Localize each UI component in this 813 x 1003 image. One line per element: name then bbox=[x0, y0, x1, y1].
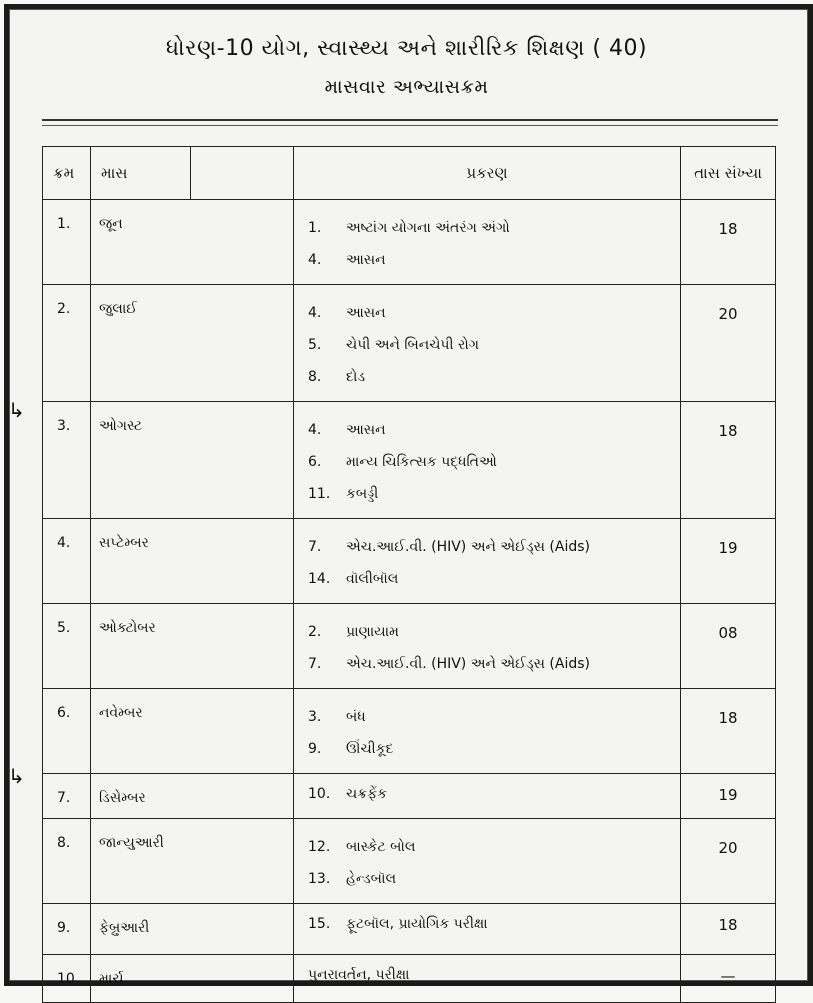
row-blank-cell bbox=[191, 689, 294, 774]
row-blank-cell bbox=[191, 604, 294, 689]
table-row bbox=[43, 819, 776, 904]
topic-title: બંધ bbox=[346, 709, 366, 725]
topic-number: 12. bbox=[308, 839, 331, 855]
row-blank-cell bbox=[191, 955, 294, 1003]
topic-title: આસન bbox=[346, 422, 386, 438]
table-row bbox=[43, 402, 776, 519]
margin-tick-mark: ↳ bbox=[8, 764, 25, 788]
topic-item bbox=[308, 361, 680, 393]
row-month: જૂન bbox=[91, 200, 191, 285]
row-month: જાન્યુઆરી bbox=[91, 819, 191, 904]
topic-number: 1. bbox=[308, 220, 322, 236]
divider bbox=[42, 125, 778, 126]
topic-item bbox=[308, 908, 680, 940]
row-month: સપ્ટેમ્બર bbox=[91, 519, 191, 604]
row-period-count: 18 bbox=[681, 689, 776, 774]
row-number: 4. bbox=[43, 519, 91, 604]
row-blank-cell bbox=[191, 904, 294, 955]
row-topics bbox=[294, 819, 681, 904]
topic-item bbox=[308, 733, 680, 765]
topic-title: દોડ bbox=[346, 369, 366, 385]
topic-title: એચ.આઈ.વી. (HIV) અને એઈડ્સ (Aids) bbox=[346, 539, 590, 555]
row-topics bbox=[294, 519, 681, 604]
row-period-count: 18 bbox=[681, 402, 776, 519]
row-number: 10. bbox=[43, 955, 91, 1003]
topic-item bbox=[308, 616, 680, 648]
topic-number: 2. bbox=[308, 624, 322, 640]
syllabus-table bbox=[42, 146, 776, 1003]
topic-number: 8. bbox=[308, 369, 322, 385]
row-topics bbox=[294, 774, 681, 819]
row-number: 2. bbox=[43, 285, 91, 402]
topic-item bbox=[308, 414, 680, 446]
row-topics bbox=[294, 200, 681, 285]
topic-item bbox=[308, 648, 680, 680]
row-topics bbox=[294, 955, 681, 1003]
table-row bbox=[43, 200, 776, 285]
row-period-count: 18 bbox=[681, 200, 776, 285]
topic-item bbox=[308, 563, 680, 595]
topic-item bbox=[308, 446, 680, 478]
topic-title: બાસ્કેટ બોલ bbox=[346, 839, 416, 855]
table-row bbox=[43, 285, 776, 402]
page-subtitle: માસવાર અભ્યાસક્રમ bbox=[324, 76, 489, 98]
topic-number: 4. bbox=[308, 252, 322, 268]
topic-number: 7. bbox=[308, 656, 322, 672]
topic-title: કબડ્ડી bbox=[346, 486, 379, 502]
row-topics bbox=[294, 689, 681, 774]
topic-item bbox=[308, 531, 680, 563]
header-count: તાસ સંખ્યા bbox=[681, 147, 776, 200]
row-number: 7. bbox=[43, 774, 91, 819]
topic-number: 3. bbox=[308, 709, 322, 725]
topic-title: ફૂટબૉલ, પ્રાયોગિક પરીક્ષા bbox=[346, 916, 488, 932]
topic-title: ઊંચીકૂદ bbox=[346, 741, 394, 757]
row-month: નવેમ્બર bbox=[91, 689, 191, 774]
topic-number: 5. bbox=[308, 337, 322, 353]
topic-number: 4. bbox=[308, 305, 322, 321]
row-month: ડિસેમ્બર bbox=[91, 774, 191, 819]
topic-number: 10. bbox=[308, 786, 331, 802]
page-title: ધોરણ-10 યોગ, સ્વાસ્થ્ય અને શારીરિક શિક્ષણ ( 40) bbox=[165, 36, 648, 61]
topic-title: આસન bbox=[346, 305, 386, 321]
header-month: માસ bbox=[91, 147, 191, 200]
table-row bbox=[43, 774, 776, 819]
table-row bbox=[43, 689, 776, 774]
row-period-count: — bbox=[681, 955, 776, 1003]
row-topics bbox=[294, 904, 681, 955]
row-period-count: 20 bbox=[681, 285, 776, 402]
table-row bbox=[43, 955, 776, 1003]
header-num: ક્રમ bbox=[43, 147, 91, 200]
topic-title: વૉલીબૉલ bbox=[346, 571, 399, 587]
table-row bbox=[43, 904, 776, 955]
row-number: 3. bbox=[43, 402, 91, 519]
topic-number: 15. bbox=[308, 916, 331, 932]
row-period-count: 19 bbox=[681, 774, 776, 819]
table-header-row bbox=[43, 147, 776, 200]
topic-title: હેન્ડબૉલ bbox=[346, 871, 397, 887]
row-topics bbox=[294, 402, 681, 519]
topic-title: અષ્ટાંગ યોગના અંતરંગ અંગો bbox=[346, 220, 510, 236]
row-blank-cell bbox=[191, 774, 294, 819]
header-topic: પ્રકરણ bbox=[294, 147, 681, 200]
topic-item bbox=[308, 831, 680, 863]
margin-tick-mark: ↳ bbox=[8, 398, 25, 422]
row-period-count: 19 bbox=[681, 519, 776, 604]
topic-number: 9. bbox=[308, 741, 322, 757]
row-period-count: 08 bbox=[681, 604, 776, 689]
row-blank-cell bbox=[191, 519, 294, 604]
row-period-count: 18 bbox=[681, 904, 776, 955]
topic-item bbox=[308, 863, 680, 895]
row-blank-cell bbox=[191, 402, 294, 519]
row-month: ઓગસ્ટ bbox=[91, 402, 191, 519]
topic-item bbox=[308, 778, 680, 810]
topic-item bbox=[308, 212, 680, 244]
topic-number: 6. bbox=[308, 454, 322, 470]
row-month: ફેબ્રુઆરી bbox=[91, 904, 191, 955]
topic-number: 11. bbox=[308, 486, 331, 502]
row-month: જુલાઈ bbox=[91, 285, 191, 402]
row-month: ઓક્ટોબર bbox=[91, 604, 191, 689]
topic-number: 7. bbox=[308, 539, 322, 555]
topic-number: 14. bbox=[308, 571, 331, 587]
topic-title: પ્રાણાયામ bbox=[346, 624, 399, 640]
row-blank-cell bbox=[191, 285, 294, 402]
topic-item bbox=[308, 701, 680, 733]
row-topics bbox=[294, 604, 681, 689]
row-period-count: 20 bbox=[681, 819, 776, 904]
topic-number: 13. bbox=[308, 871, 331, 887]
topic-title: પુનરાવર્તન, પરીક્ષા bbox=[308, 967, 410, 983]
divider bbox=[42, 119, 778, 121]
row-number: 1. bbox=[43, 200, 91, 285]
row-month: માર્ચ bbox=[91, 955, 191, 1003]
topic-title: ચેપી અને બિનચેપી રોગ bbox=[346, 337, 479, 353]
row-number: 6. bbox=[43, 689, 91, 774]
table-row bbox=[43, 604, 776, 689]
topic-item bbox=[308, 244, 680, 276]
row-blank-cell bbox=[191, 819, 294, 904]
topic-item bbox=[308, 329, 680, 361]
topic-item bbox=[308, 297, 680, 329]
row-topics bbox=[294, 285, 681, 402]
row-number: 8. bbox=[43, 819, 91, 904]
topic-item bbox=[308, 478, 680, 510]
topic-number: 4. bbox=[308, 422, 322, 438]
row-number: 9. bbox=[43, 904, 91, 955]
header-blank bbox=[191, 147, 294, 200]
topic-title: માન્ય ચિકિત્સક પદ્ધતિઓ bbox=[346, 454, 497, 470]
topic-title: ચક્રફેંક bbox=[346, 786, 387, 802]
row-number: 5. bbox=[43, 604, 91, 689]
topic-title: એચ.આઈ.વી. (HIV) અને એઈડ્સ (Aids) bbox=[346, 656, 590, 672]
table-row bbox=[43, 519, 776, 604]
row-blank-cell bbox=[191, 200, 294, 285]
topic-title: આસન bbox=[346, 252, 386, 268]
topic-item bbox=[308, 959, 680, 991]
